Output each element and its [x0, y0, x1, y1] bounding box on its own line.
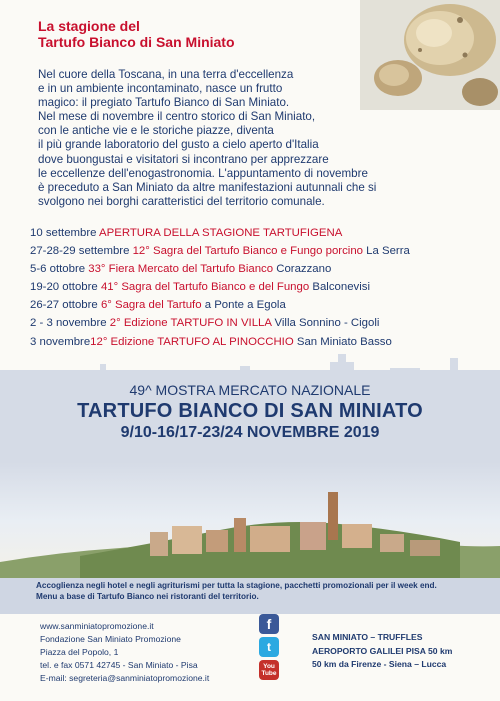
intro-line: svolgono nei borghi caratteristici del territorio comunale. [38, 194, 325, 208]
event-date: 19-20 ottobre [30, 281, 101, 294]
event-item [30, 296, 480, 314]
contact-info [40, 620, 209, 685]
title-line-2: Tartufo Bianco di San Miniato [38, 34, 235, 50]
event-item [30, 278, 480, 296]
social-icons [259, 614, 281, 683]
airport-distance: AEROPORTO GALILEI PISA 50 km [312, 645, 453, 656]
youtube-icon[interactable] [259, 660, 279, 680]
city-distances: 50 km da Firenze - Siena – Lucca [312, 659, 447, 669]
intro-line: Nel mese di novembre il centro storico di San Miniato, [38, 110, 316, 124]
caption-line: Menu a base di Tartufo Bianco nei ristoranti del territorio. [36, 591, 259, 601]
event-date: 26-27 ottobre [30, 299, 101, 312]
intro-line: il più grande laboratorio del gusto a cielo aperto d'Italia [38, 138, 319, 152]
intro-line: dove buongustai e visitatori si incontrano per apprezzare [38, 152, 329, 166]
youtube-you: You [263, 663, 275, 670]
event-place: Corazzano [273, 263, 332, 276]
event-title: 12° Edizione TARTUFO AL PINOCCHIO [90, 335, 294, 348]
event-title: 12° Sagra del Tartufo Bianco e Fungo porcino [132, 245, 363, 258]
event-date: 5-6 ottobre [30, 263, 89, 276]
event-item [30, 242, 480, 260]
event-title: 6° Sagra del Tartufo [100, 299, 202, 312]
event-place: a Ponte a Egola [201, 299, 286, 312]
event-date: 2 - 3 novembre [30, 317, 110, 330]
address: Piazza del Popolo, 1 [40, 646, 119, 657]
show-dates: 9/10-16/17-23/24 NOVEMBRE 2019 [120, 424, 380, 441]
show-title: TARTUFO BIANCO DI SAN MINIATO [77, 400, 423, 422]
website-link[interactable]: www.sanminiatopromozione.it [40, 621, 154, 631]
event-place: La Serra [363, 245, 410, 258]
social-handle: SAN MINIATO – TRUFFLES [312, 632, 423, 642]
twitter-icon[interactable]: t [259, 637, 279, 657]
intro-line: Nel cuore della Toscana, in una terra d'eccellenza [38, 68, 294, 81]
event-title: APERTURA DELLA STAGIONE TARTUFIGENA [99, 227, 343, 239]
event-title: 41° Sagra del Tartufo Bianco e del Fungo [100, 281, 310, 294]
title-line-1: La stagione del [38, 18, 140, 34]
intro-line: magico: il pregiato Tartufo Bianco di San Miniato. [38, 96, 290, 110]
social-info [312, 631, 452, 672]
event-item [30, 314, 480, 332]
event-place: San Miniato Basso [293, 335, 392, 348]
intro-line: con le antiche vie e le storiche piazze, diventa [38, 124, 274, 138]
event-title: 33° Fiera Mercato del Tartufo Bianco [88, 263, 274, 276]
season-title [38, 18, 235, 50]
caption-line: Accoglienza negli hotel e negli agriturismi per tutta la stagione, pacchetti promozionali per il week end. [36, 581, 437, 590]
panorama-photo [0, 462, 500, 580]
caption-band [0, 578, 500, 614]
event-date: 3 novembre [30, 335, 91, 348]
event-date: 27-28-29 settembre [30, 245, 133, 258]
event-item [30, 224, 480, 242]
event-date: 10 settembre [30, 227, 100, 239]
event-place: Villa Sonnino - Cigoli [271, 317, 380, 330]
intro-line: è preceduto a San Miniato da altre manifestazioni autunnali che si [38, 180, 377, 194]
facebook-icon[interactable]: f [259, 614, 279, 634]
events-list [30, 224, 480, 351]
event-title: 2° Edizione TARTUFO IN VILLA [109, 317, 272, 330]
event-item [30, 260, 480, 278]
youtube-tube: Tube [261, 670, 277, 677]
email-link[interactable]: E-mail: segreteria@sanminiatopromozione.it [40, 672, 210, 683]
event-place: Balconevisi [309, 281, 370, 294]
show-title-block [0, 381, 500, 443]
intro-line: e in un ambiente incontaminato, nasce un frutto [38, 82, 283, 96]
intro-paragraph [38, 68, 458, 209]
phone: tel. e fax 0571 42745 - San Miniato - Pisa [40, 659, 198, 670]
show-subtitle: 49^ MOSTRA MERCATO NAZIONALE [129, 382, 371, 398]
organization-name: Fondazione San Miniato Promozione [40, 633, 181, 644]
intro-line: le eccellenze dell'enogastronomia. L'appuntamento di novembre [38, 166, 368, 180]
